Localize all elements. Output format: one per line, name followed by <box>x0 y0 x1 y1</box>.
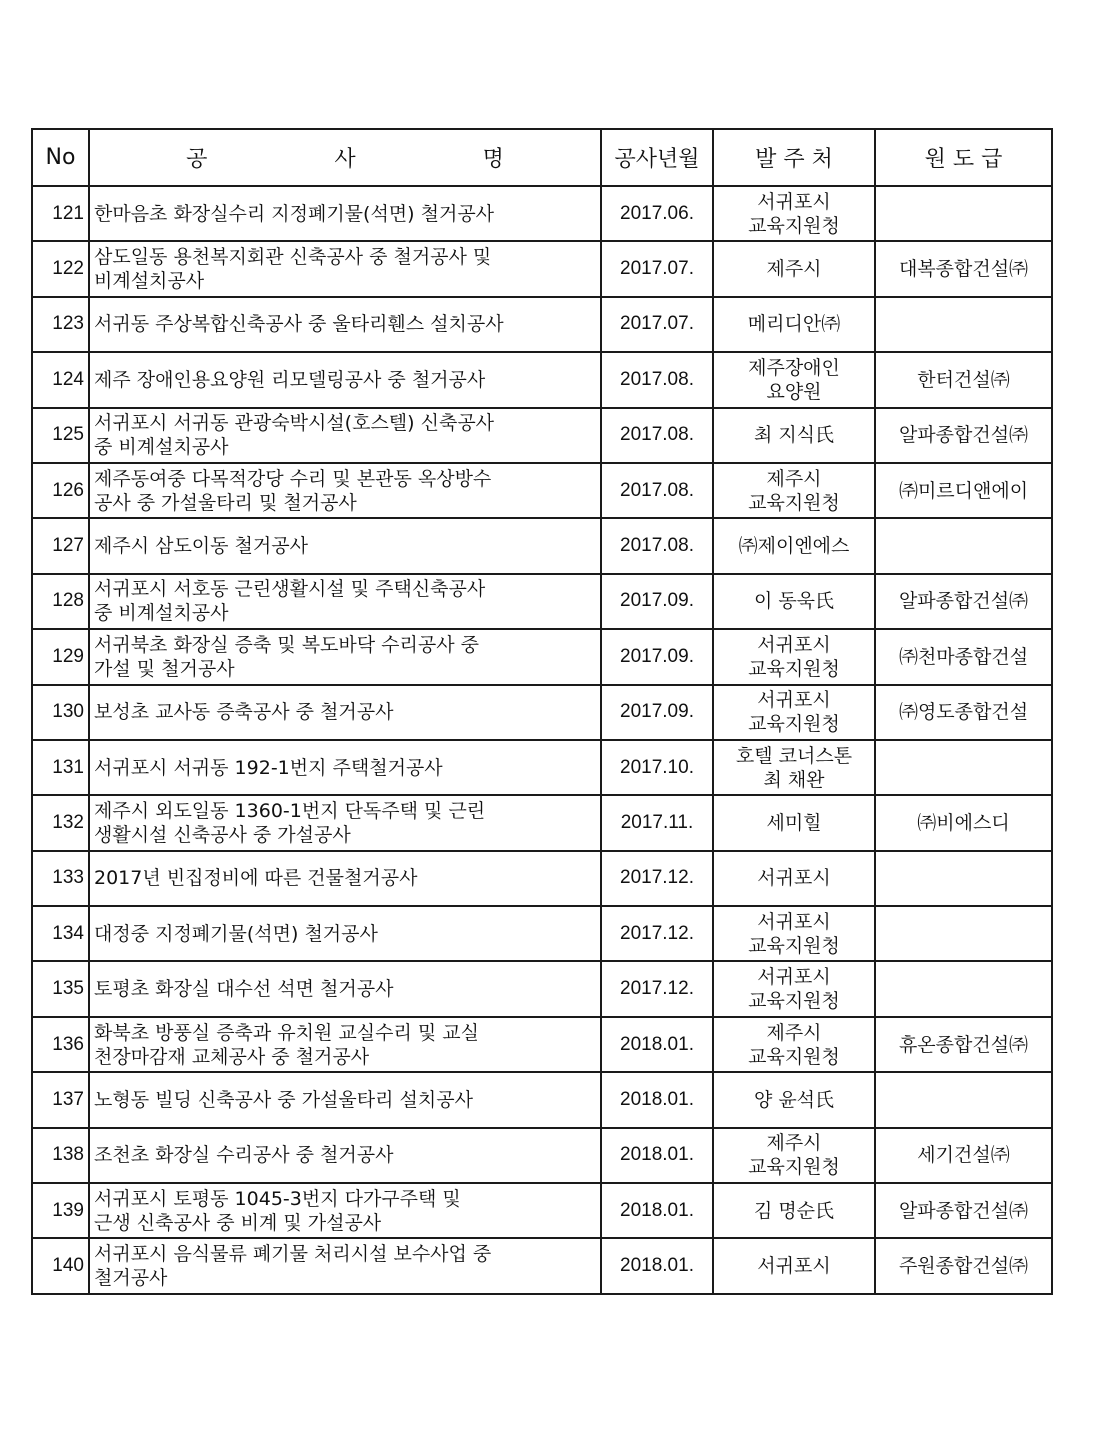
cell-contractor <box>875 961 1052 1016</box>
cell-no: 132 <box>32 795 89 850</box>
cell-project-name: 제주시 삼도이동 철거공사 <box>89 518 601 573</box>
cell-client: 서귀포시 교육지원청 <box>713 186 875 241</box>
cell-contractor: ㈜영도종합건설 <box>875 685 1052 740</box>
cell-date: 2018.01. <box>601 1238 713 1293</box>
cell-no: 136 <box>32 1017 89 1072</box>
cell-date: 2017.06. <box>601 186 713 241</box>
cell-date: 2018.01. <box>601 1183 713 1238</box>
header-date: 공사년월 <box>601 129 713 186</box>
cell-no: 134 <box>32 906 89 961</box>
cell-no: 140 <box>32 1238 89 1293</box>
cell-date: 2017.09. <box>601 685 713 740</box>
cell-contractor: ㈜미르디앤에이 <box>875 463 1052 518</box>
table-row <box>32 851 1052 906</box>
table-row <box>32 740 1052 795</box>
cell-client: 세미힐 <box>713 795 875 850</box>
cell-project-name: 서귀포시 음식물류 폐기물 처리시설 보수사업 중 철거공사 <box>89 1238 601 1293</box>
cell-no: 128 <box>32 574 89 629</box>
table-row <box>32 186 1052 241</box>
cell-project-name: 삼도일동 용천복지회관 신축공사 중 철거공사 및 비계설치공사 <box>89 241 601 296</box>
cell-date: 2017.07. <box>601 241 713 296</box>
cell-contractor: 휴온종합건설㈜ <box>875 1017 1052 1072</box>
table-row <box>32 241 1052 296</box>
cell-no: 123 <box>32 297 89 352</box>
cell-date: 2017.12. <box>601 906 713 961</box>
cell-no: 126 <box>32 463 89 518</box>
cell-project-name: 제주동여중 다목적강당 수리 및 본관동 옥상방수 공사 중 가설울타리 및 철거공사 <box>89 463 601 518</box>
cell-date: 2017.09. <box>601 574 713 629</box>
cell-client: 제주시 <box>713 241 875 296</box>
cell-project-name: 조천초 화장실 수리공사 중 철거공사 <box>89 1128 601 1183</box>
cell-no: 139 <box>32 1183 89 1238</box>
cell-no: 137 <box>32 1072 89 1127</box>
cell-no: 125 <box>32 408 89 463</box>
table-row <box>32 352 1052 407</box>
cell-client: 서귀포시 교육지원청 <box>713 961 875 1016</box>
cell-date: 2017.08. <box>601 352 713 407</box>
construction-history-table <box>31 128 1053 1295</box>
cell-project-name: 노형동 빌딩 신축공사 중 가설울타리 설치공사 <box>89 1072 601 1127</box>
cell-contractor: 알파종합건설㈜ <box>875 408 1052 463</box>
cell-date: 2017.11. <box>601 795 713 850</box>
cell-project-name: 대정중 지정폐기물(석면) 철거공사 <box>89 906 601 961</box>
table-row <box>32 518 1052 573</box>
cell-project-name: 제주시 외도일동 1360-1번지 단독주택 및 근린 생활시설 신축공사 중 가설공사 <box>89 795 601 850</box>
cell-contractor: 세기건설㈜ <box>875 1128 1052 1183</box>
table-header-row <box>32 129 1052 186</box>
table-row <box>32 629 1052 684</box>
cell-project-name: 보성초 교사동 증축공사 중 철거공사 <box>89 685 601 740</box>
cell-no: 131 <box>32 740 89 795</box>
cell-date: 2017.12. <box>601 851 713 906</box>
cell-project-name: 화북초 방풍실 증축과 유치원 교실수리 및 교실 천장마감재 교체공사 중 철거공사 <box>89 1017 601 1072</box>
table-row <box>32 906 1052 961</box>
cell-client: 메리디안㈜ <box>713 297 875 352</box>
header-client: 발 주 처 <box>713 129 875 186</box>
cell-date: 2017.08. <box>601 408 713 463</box>
cell-client: 서귀포시 <box>713 1238 875 1293</box>
table-row <box>32 463 1052 518</box>
cell-date: 2017.08. <box>601 463 713 518</box>
cell-contractor <box>875 297 1052 352</box>
cell-contractor <box>875 186 1052 241</box>
cell-client: 제주시 교육지원청 <box>713 1017 875 1072</box>
cell-no: 130 <box>32 685 89 740</box>
cell-client: 호텔 코너스톤 최 채완 <box>713 740 875 795</box>
cell-no: 129 <box>32 629 89 684</box>
cell-no: 121 <box>32 186 89 241</box>
header-no: No <box>32 129 89 186</box>
table-body <box>32 186 1052 1294</box>
cell-date: 2018.01. <box>601 1072 713 1127</box>
cell-no: 127 <box>32 518 89 573</box>
cell-client: 서귀포시 교육지원청 <box>713 685 875 740</box>
cell-contractor: 대복종합건설㈜ <box>875 241 1052 296</box>
cell-client: 이 동욱氏 <box>713 574 875 629</box>
cell-date: 2017.07. <box>601 297 713 352</box>
cell-project-name: 서귀포시 서호동 근린생활시설 및 주택신축공사 중 비계설치공사 <box>89 574 601 629</box>
cell-date: 2018.01. <box>601 1017 713 1072</box>
cell-contractor: ㈜천마종합건설 <box>875 629 1052 684</box>
cell-contractor <box>875 851 1052 906</box>
cell-contractor: 알파종합건설㈜ <box>875 1183 1052 1238</box>
cell-client: 제주시 교육지원청 <box>713 1128 875 1183</box>
table-row <box>32 574 1052 629</box>
cell-date: 2017.12. <box>601 961 713 1016</box>
cell-contractor <box>875 740 1052 795</box>
cell-contractor <box>875 906 1052 961</box>
cell-contractor: 주원종합건설㈜ <box>875 1238 1052 1293</box>
cell-client: 서귀포시 교육지원청 <box>713 906 875 961</box>
cell-client: 서귀포시 <box>713 851 875 906</box>
cell-no: 135 <box>32 961 89 1016</box>
cell-client: 김 명순氏 <box>713 1183 875 1238</box>
cell-no: 124 <box>32 352 89 407</box>
cell-date: 2017.10. <box>601 740 713 795</box>
cell-project-name: 서귀동 주상복합신축공사 중 울타리휀스 설치공사 <box>89 297 601 352</box>
cell-project-name: 2017년 빈집정비에 따른 건물철거공사 <box>89 851 601 906</box>
cell-client: 제주시 교육지원청 <box>713 463 875 518</box>
cell-client: ㈜제이엔에스 <box>713 518 875 573</box>
table-row <box>32 1128 1052 1183</box>
table-row <box>32 1238 1052 1293</box>
table-row <box>32 1183 1052 1238</box>
cell-no: 138 <box>32 1128 89 1183</box>
cell-project-name: 한마음초 화장실수리 지정폐기물(석면) 철거공사 <box>89 186 601 241</box>
cell-no: 122 <box>32 241 89 296</box>
cell-date: 2017.08. <box>601 518 713 573</box>
cell-client: 제주장애인 요양원 <box>713 352 875 407</box>
cell-contractor: 알파종합건설㈜ <box>875 574 1052 629</box>
table-row <box>32 408 1052 463</box>
table-row <box>32 297 1052 352</box>
cell-project-name: 서귀포시 서귀동 192-1번지 주택철거공사 <box>89 740 601 795</box>
cell-client: 양 윤석氏 <box>713 1072 875 1127</box>
cell-project-name: 제주 장애인용요양원 리모델링공사 중 철거공사 <box>89 352 601 407</box>
cell-project-name: 토평초 화장실 대수선 석면 철거공사 <box>89 961 601 1016</box>
table-row <box>32 685 1052 740</box>
cell-contractor <box>875 518 1052 573</box>
table-row <box>32 961 1052 1016</box>
cell-project-name: 서귀북초 화장실 증축 및 복도바닥 수리공사 중 가설 및 철거공사 <box>89 629 601 684</box>
header-contractor: 원 도 급 <box>875 129 1052 186</box>
table-row <box>32 1017 1052 1072</box>
cell-date: 2018.01. <box>601 1128 713 1183</box>
cell-date: 2017.09. <box>601 629 713 684</box>
cell-client: 서귀포시 교육지원청 <box>713 629 875 684</box>
cell-project-name: 서귀포시 서귀동 관광숙박시설(호스텔) 신축공사 중 비계설치공사 <box>89 408 601 463</box>
table-row <box>32 795 1052 850</box>
cell-project-name: 서귀포시 토평동 1045-3번지 다가구주택 및 근생 신축공사 중 비계 및 가설공사 <box>89 1183 601 1238</box>
table-row <box>32 1072 1052 1127</box>
header-project-name: 공 사 명 <box>89 129 601 186</box>
cell-no: 133 <box>32 851 89 906</box>
cell-client: 최 지식氏 <box>713 408 875 463</box>
cell-contractor: ㈜비에스디 <box>875 795 1052 850</box>
cell-contractor <box>875 1072 1052 1127</box>
cell-contractor: 한터건설㈜ <box>875 352 1052 407</box>
